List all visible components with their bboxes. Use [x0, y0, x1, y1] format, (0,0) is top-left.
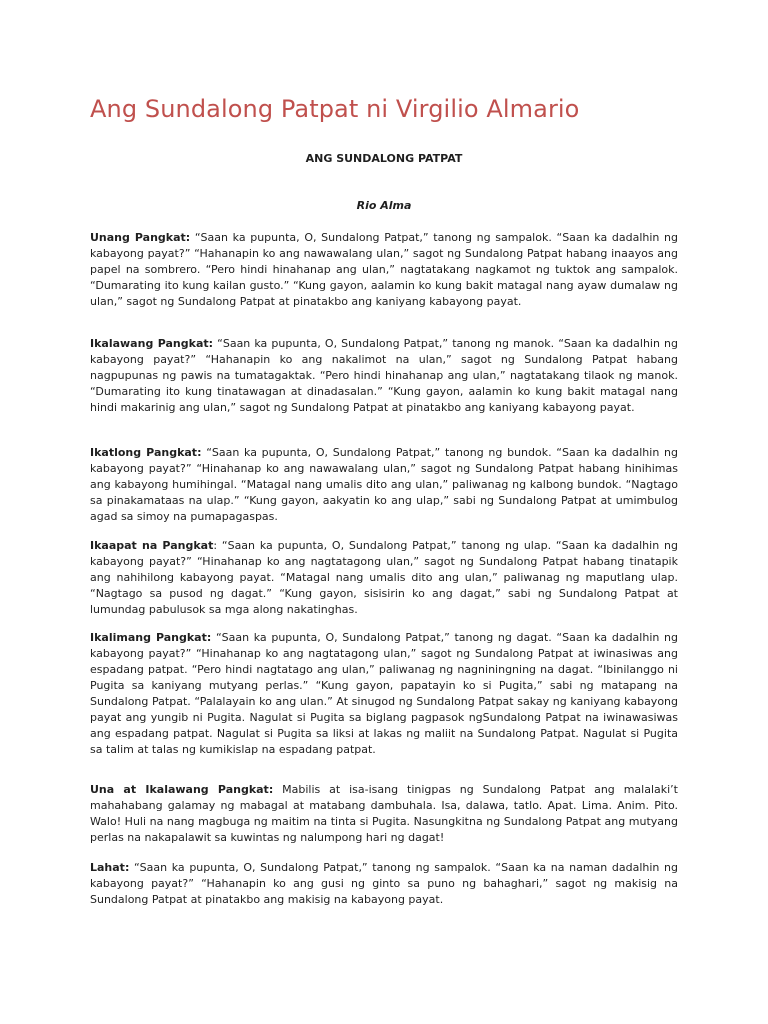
paragraph-text: “Saan ka pupunta, O, Sundalong Patpat,” tanong ng sampalok. “Saan ka na naman dadalhin ng kabayong payat?” “Hahanapin ko ang gusi ng ginto sa puno ng bahaghari,” sagot ng makisig na Sundalong Patpat at pinatakbo ang makisig na kabayong payat. [90, 861, 678, 906]
paragraph-text: : “Saan ka pupunta, O, Sundalong Patpat,” tanong ng ulap. “Saan ka dadalhin ng kabayong payat?” “Hinahanap ko ang nagtatagong ulan,” sagot ng Sundalong Patpat habang tinatapik ang nahihilong kabayong payat. “Matagal nang umalis dito ang ulan,” paliwanag ng maputlang ulap. “Nagtago sa pusod ng dagat.” “Kung gayon, sisisirin ko ang dagat,” sabi ng Sundalong Patpat at lumundag pabulusok sa mga along nakatinghas. [90, 539, 678, 616]
paragraph-unang-pangkat [90, 230, 678, 310]
story-heading: ANG SUNDALONG PATPAT [305, 152, 463, 165]
speaker-label: Ikatlong Pangkat: [90, 446, 202, 459]
paragraph-ikalawang-pangkat [90, 336, 678, 416]
speaker-label: Ikalawang Pangkat: [90, 337, 214, 350]
paragraph-lahat [90, 860, 678, 908]
paragraph-ikatlong-pangkat [90, 445, 678, 525]
paragraph-text: Mabilis at isa-isang tinigpas ng Sundalong Patpat ang malalaki’t mahahabang galamay ng mabagal at matabang dambuhala. Isa, dalawa, tatlo. Apat. Lima. Anim. Pito. Walo! Huli na nang magbuga ng maitim na tinta si Pugita. Nasungkitna ng Sundalong Patpat ang mutyang perlas na nakapalawit sa kuwintas ng nalumpong hari ng dagat! [90, 783, 678, 844]
speaker-label: Unang Pangkat: [90, 231, 191, 244]
paragraph-ikaapat-na-pangkat [90, 538, 678, 618]
speaker-label: Una at Ikalawang Pangkat: [90, 783, 274, 796]
speaker-label: Lahat: [90, 861, 130, 874]
paragraph-una-at-ikalawang-pangkat [90, 782, 678, 846]
story-author: Rio Alma [356, 199, 412, 212]
paragraph-text: “Saan ka pupunta, O, Sundalong Patpat,” tanong ng dagat. “Saan ka dadalhin ng kabayong payat?” “Hinahanap ko ang nagtatagong ulan,” sagot ng Sundalong Patpat at iwinasiwas ang espadang patpat. “Pero hindi nagtatago ang ulan,” paliwanag ng nagniningning na dagat. “Ibinilanggo ni Pugita sa kaniyang mutyang perlas.” “Kung gayon, papatayin ko si Pugita,” sabi ng matapang na Sundalong Patpat. “Palalayain ko ang ulan.” At sinugod ng Sundalong Patpat sakay ng kaniyang kabayong payat ang yungib ni Pugita. Nagulat si Pugita sa biglang pagpasok ngSundalong Patpat na iwinawasiwas ang espadang patpat. Nagulat si Pugita sa liksi at lakas ng maliit na Sundalong Patpat. Nagulat si Pugita sa talim at talas ng kumikislap na espadang patpat. [90, 631, 678, 756]
speaker-label: Ikalimang Pangkat: [90, 631, 212, 644]
paragraph-ikalimang-pangkat [90, 630, 678, 758]
paragraph-text: “Saan ka pupunta, O, Sundalong Patpat,” tanong ng sampalok. “Saan ka dadalhin ng kabayong payat?” “Hahanapin ko ang nawawalang ulan,” sagot ng Sundalong Patpat habang inaayos ang papel na sombrero. “Pero hindi hinahanap ang ulan,” nagtatakang nagkamot ng tuktok ang sampalok. “Dumarating ito kung kailan gusto.” “Kung gayon, aalamin ko kung bakit matagal nang ayaw dumalaw ng ulan,” sagot ng Sundalong Patpat at pinatakbo ang kaniyang kabayong payat. [90, 231, 679, 308]
document-title: Ang Sundalong Patpat ni Virgilio Almario [90, 95, 580, 123]
paragraph-text: “Saan ka pupunta, O, Sundalong Patpat,” tanong ng manok. “Saan ka dadalhin ng kabayong payat?” “Hahanapin ko ang nakalimot na ulan,” sagot ng Sundalong Patpat habang nagpupunas ng pawis na tumatagaktak. “Pero hindi hinahanap ang ulan,” nagtatakang tilaok ng manok. “Dumarating ito kung tinatawagan at dinadasalan.” “Kung gayon, aalamin ko kung bakit matagal nang hindi makarinig ang ulan,” sagot ng Sundalong Patpat at pinatakbo ang kaniyang kabayong payat. [90, 337, 678, 414]
paragraph-text: “Saan ka pupunta, O, Sundalong Patpat,” tanong ng bundok. “Saan ka dadalhin ng kabayong payat?” “Hinahanap ko ang nawawalang ulan,” sagot ng Sundalong Patpat habang hinihimas ang kabayong humihingal. “Matagal nang umalis dito ang ulan,” paliwanag ng kalbong bundok. “Nagtago sa pinakamataas na ulap.” “Kung gayon, aakyatin ko ang ulap,” sabi ng Sundalong Patpat at umimbulog agad sa simoy na pumapagaspas. [90, 446, 678, 523]
speaker-label: Ikaapat na Pangkat [90, 539, 214, 552]
